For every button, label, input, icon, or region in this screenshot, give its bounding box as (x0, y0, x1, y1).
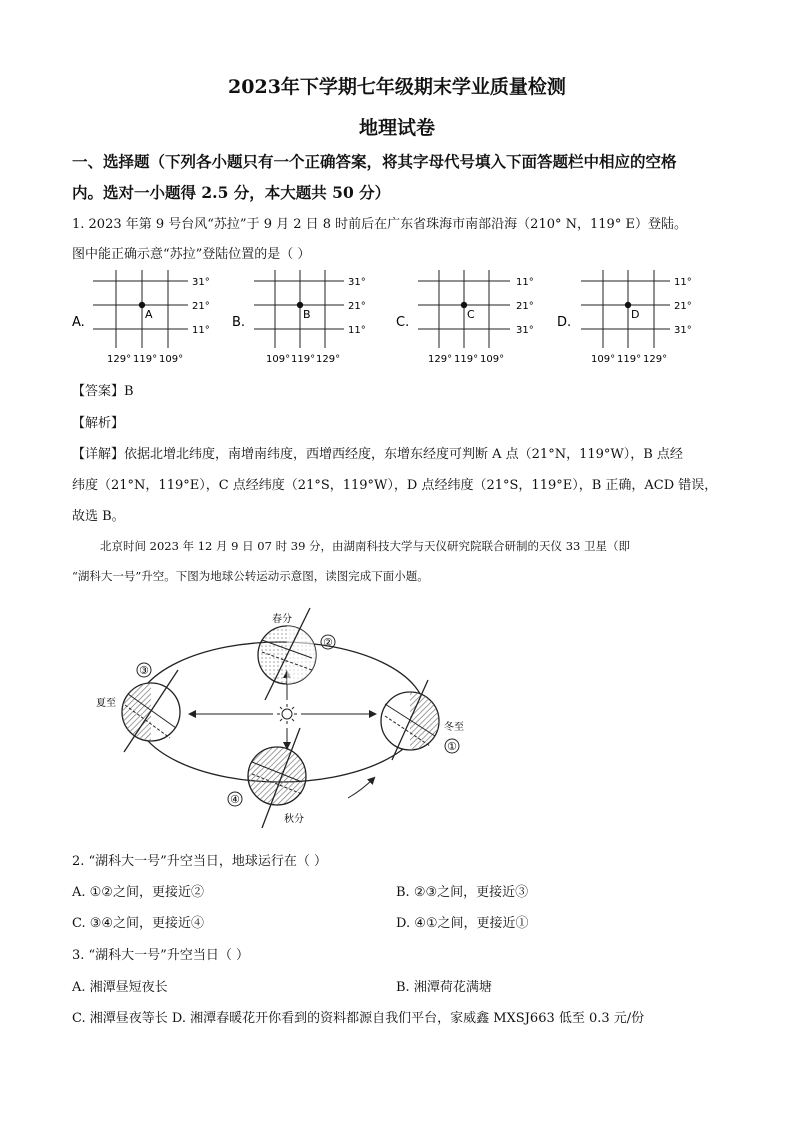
svg-text:119°: 119° (454, 354, 479, 365)
q2-stem: 2. “湖科大一号”升空当日，地球运行在（ ） (72, 854, 327, 869)
option-b-grid (232, 270, 366, 365)
q2-option-a[interactable]: A. ①②之间，更接近② (72, 885, 204, 900)
earth-autumn (248, 728, 306, 828)
marker-2: ② (323, 636, 333, 649)
passage-line2: “湖科大一号”升空。下图为地球公转运动示意图，读图完成下面小题。 (72, 569, 429, 583)
label-winter: 冬至 (444, 722, 464, 733)
svg-text:129°: 129° (428, 354, 453, 365)
svg-text:129°: 129° (107, 354, 132, 365)
q3-stem: 3. “湖科大一号”升空当日（ ） (72, 948, 249, 963)
svg-text:11°: 11° (348, 325, 366, 336)
svg-text:31°: 31° (516, 325, 534, 336)
option-d-grid (557, 270, 692, 365)
q1-answer (72, 380, 134, 399)
option-d-point-label: D (631, 308, 640, 321)
svg-text:21°: 21° (674, 301, 692, 312)
q2-option-c[interactable]: C. ③④之间，更接近④ (72, 916, 205, 931)
passage-line1: 北京时间 2023 年 12 月 9 日 07 时 39 分，由湖南科技大学与天仪研究院联合研制的天仪 33 卫星（即 (100, 539, 630, 553)
option-d-letter: D. (557, 315, 572, 330)
marker-4: ④ (230, 793, 240, 806)
section-instruction-line1: 一、选择题（下列各小题只有一个正确答案，将其字母代号填入下面答题栏中相应的空格 (72, 152, 677, 171)
option-b-letter: B. (232, 315, 246, 330)
svg-text:109°: 109° (266, 354, 291, 365)
q1-detail-line1: 【详解】依据北增北纬度，南增南纬度，西增西经度，东增东经度可判断 A 点（21°N，119°W），B 点经 (72, 447, 683, 462)
q1-options-figure (60, 268, 750, 373)
svg-text:109°: 109° (480, 354, 505, 365)
svg-text:31°: 31° (674, 325, 692, 336)
svg-text:129°: 129° (643, 354, 668, 365)
label-spring: 春分 (272, 614, 292, 625)
svg-text:11°: 11° (516, 277, 534, 288)
q1-stem-line1: 1. 2023 年第 9 号台风“苏拉”于 9 月 2 日 8 时前后在广东省珠海市南部沿海（210° N，119° E）登陆。 (72, 217, 687, 232)
answer-value: B (124, 384, 134, 399)
exam-subtitle: 地理试卷 (358, 117, 435, 139)
option-a-letter: A. (72, 315, 85, 330)
direction-arrow (348, 778, 374, 798)
q1-detail-line2: 纬度（21°N，119°E），C 点经纬度（21°S，119°W），D 点经纬度（21°S，119°E），B 正确，ACD 错误， (72, 478, 718, 493)
q3-option-a[interactable]: A. 湘潭昼短夜长 (72, 980, 168, 995)
svg-text:31°: 31° (192, 277, 210, 288)
svg-text:119°: 119° (133, 354, 158, 365)
svg-text:21°: 21° (516, 301, 534, 312)
q1-stem-line2: 图中能正确示意“苏拉”登陆位置的是（ ） (72, 247, 311, 262)
section-instruction-line2: 内。选对一小题得 2.5 分，本大题共 50 分） (72, 183, 391, 202)
label-autumn: 秋分 (284, 814, 304, 825)
sun-icon (277, 704, 297, 724)
option-c-point-label: C (467, 308, 475, 321)
earth-orbit-diagram (80, 600, 480, 830)
label-summer: 夏至 (96, 698, 116, 709)
earth-winter (381, 680, 439, 760)
q1-analysis-label: 【解析】 (72, 416, 125, 431)
svg-text:119°: 119° (617, 354, 642, 365)
marker-1: ① (447, 740, 457, 753)
q2-option-b[interactable]: B. ②③之间，更接近③ (396, 885, 529, 900)
answer-label: 【答案】 (72, 384, 125, 399)
svg-text:109°: 109° (591, 354, 616, 365)
earth-summer (122, 670, 180, 752)
svg-text:109°: 109° (159, 354, 184, 365)
svg-text:119°: 119° (291, 354, 316, 365)
option-b-point-label: B (303, 308, 311, 321)
q3-option-c-d[interactable]: C. 湘潭昼夜等长 D. 湘潭春暖花开你看到的资料都源自我们平台，家威鑫 MXSJ663 低至 0.3 元/份 (72, 1011, 645, 1026)
svg-text:11°: 11° (674, 277, 692, 288)
option-c-letter: C. (396, 315, 410, 330)
svg-text:11°: 11° (192, 325, 210, 336)
exam-title: 2023年下学期七年级期末学业质量检测 (228, 76, 566, 98)
svg-text:129°: 129° (316, 354, 341, 365)
marker-3: ③ (139, 664, 149, 677)
q1-detail-line3: 故选 B。 (72, 509, 125, 524)
svg-text:21°: 21° (192, 301, 210, 312)
option-a-point-label: A (145, 308, 153, 321)
option-a-grid (72, 270, 210, 365)
option-c-grid (396, 270, 534, 365)
q3-option-b[interactable]: B. 湘潭荷花满塘 (396, 980, 492, 995)
q2-option-d[interactable]: D. ④①之间，更接近① (396, 916, 529, 931)
svg-text:21°: 21° (348, 301, 366, 312)
svg-text:31°: 31° (348, 277, 366, 288)
